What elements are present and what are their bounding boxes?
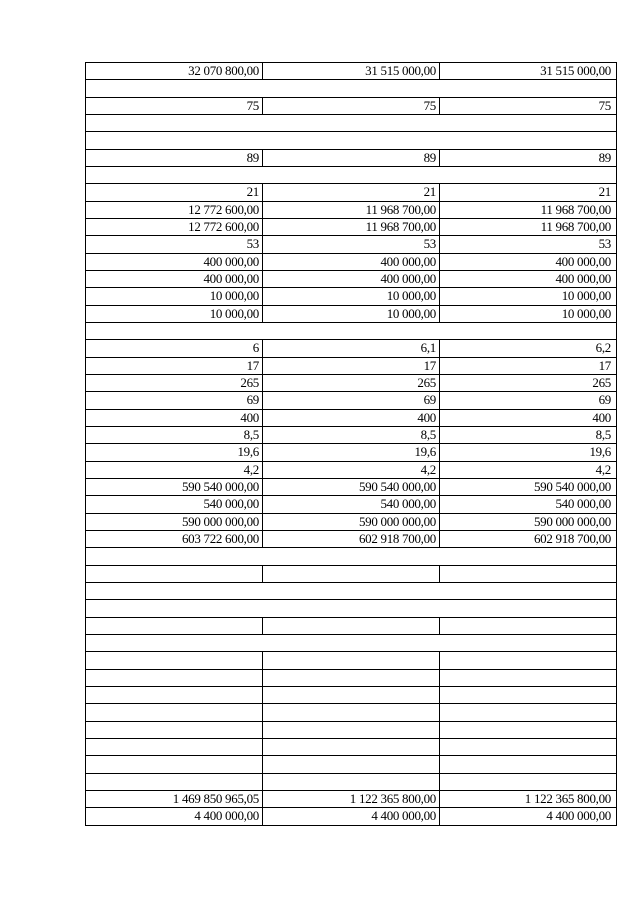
table-cell-col2 (262, 566, 439, 582)
table-cell-col1: 32 070 800,00 (188, 63, 259, 78)
table-cell-col2: 4 400 000,00 (262, 808, 439, 825)
table-row (86, 427, 616, 444)
table-cell-col3: 8,5 (439, 427, 614, 443)
table-row (86, 704, 616, 722)
table-cell-col1 (86, 756, 262, 773)
table-cell-col1 (86, 739, 262, 755)
table-row (86, 618, 616, 635)
table-cell-col1 (86, 774, 262, 790)
table-cell-col2: 69 (262, 392, 439, 409)
table-cell-col2: 89 (262, 150, 439, 166)
table-cell-col3: 19,6 (439, 444, 614, 461)
table-cell-col2: 19,6 (262, 444, 439, 461)
table-cell-col3: 400 000,00 (439, 254, 614, 270)
table-cell-col2 (262, 670, 439, 686)
table-cell-col2: 590 000 000,00 (262, 514, 439, 530)
table-row-blank (86, 635, 616, 652)
table-cell-blank (86, 635, 616, 651)
table-cell-col2: 10 000,00 (262, 306, 439, 322)
table-cell-col1: 8,5 (243, 427, 259, 442)
table-cell-col2: 11 968 700,00 (262, 202, 439, 218)
table-cell-col1: 4,2 (243, 462, 259, 477)
table-row (86, 392, 616, 410)
table-cell-col3: 6,2 (439, 340, 614, 357)
table-cell-col2: 8,5 (262, 427, 439, 443)
table-cell-col2: 75 (262, 98, 439, 114)
table-row (86, 358, 616, 375)
table-cell-col2: 21 (262, 184, 439, 201)
table-row-blank (86, 600, 616, 618)
table-cell-col1 (86, 670, 262, 686)
table-cell-col3 (439, 687, 614, 703)
table-cell-col3 (439, 739, 614, 755)
table-cell-col2: 17 (262, 358, 439, 374)
table-row (86, 566, 616, 583)
table-row (86, 98, 616, 115)
table-cell-col3 (439, 670, 614, 686)
table-cell-col3: 10 000,00 (439, 306, 614, 322)
table-cell-col1: 53 (246, 236, 259, 251)
table-cell-col1: 12 772 600,00 (188, 202, 259, 217)
table-cell-col3: 75 (439, 98, 614, 114)
table-cell-col2 (262, 774, 439, 790)
table-cell-col2: 265 (262, 375, 439, 391)
table-row-blank (86, 132, 616, 150)
table-cell-col1 (86, 566, 262, 582)
table-cell-col2: 1 122 365 800,00 (262, 791, 439, 807)
table-cell-col1: 10 000,00 (209, 288, 259, 303)
table-cell-blank (86, 115, 616, 131)
table-row-blank (86, 80, 616, 98)
table-cell-blank (86, 600, 616, 617)
table-row (86, 722, 616, 739)
table-cell-col3: 31 515 000,00 (439, 63, 614, 79)
table-cell-col3: 540 000,00 (439, 496, 614, 513)
table-row (86, 410, 616, 427)
table-cell-col2: 11 968 700,00 (262, 219, 439, 235)
table-cell-col3: 17 (439, 358, 614, 374)
table-cell-col1: 69 (246, 392, 259, 407)
table-cell-col1: 540 000,00 (203, 496, 259, 511)
budget-table (85, 62, 617, 826)
table-cell-col1: 10 000,00 (209, 306, 259, 321)
table-cell-col3 (439, 774, 614, 790)
table-row-blank (86, 548, 616, 566)
table-cell-col1: 89 (246, 150, 259, 165)
table-cell-col3: 265 (439, 375, 614, 391)
table-cell-col1: 603 722 600,00 (181, 531, 259, 546)
table-row (86, 306, 616, 323)
table-row (86, 687, 616, 704)
table-cell-col1: 590 000 000,00 (181, 514, 259, 529)
table-cell-col2: 400 000,00 (262, 271, 439, 287)
table-cell-col1: 265 (240, 375, 259, 390)
table-cell-col3: 10 000,00 (439, 288, 614, 305)
table-cell-col3: 11 968 700,00 (439, 202, 614, 218)
table-cell-col3: 21 (439, 184, 614, 201)
table-cell-col3: 4 400 000,00 (439, 808, 614, 825)
table-cell-col1 (86, 722, 262, 738)
table-row (86, 496, 616, 514)
table-row (86, 514, 616, 531)
table-cell-col3 (439, 566, 614, 582)
table-row (86, 756, 616, 774)
table-row (86, 652, 616, 670)
table-cell-col1: 4 400 000,00 (194, 808, 259, 823)
table-row (86, 150, 616, 167)
table-cell-col3 (439, 722, 614, 738)
table-cell-col2 (262, 722, 439, 738)
table-row (86, 254, 616, 271)
table-cell-col1: 21 (246, 184, 259, 199)
table-cell-col2: 6,1 (262, 340, 439, 357)
table-cell-col3: 11 968 700,00 (439, 219, 614, 235)
table-row (86, 670, 616, 687)
table-cell-blank (86, 323, 616, 339)
table-cell-col1: 590 540 000,00 (181, 479, 259, 494)
table-row (86, 288, 616, 306)
table-cell-col3: 89 (439, 150, 614, 166)
table-cell-col3: 590 540 000,00 (439, 479, 614, 495)
table-row (86, 739, 616, 756)
table-cell-col2 (262, 618, 439, 634)
table-row (86, 531, 616, 548)
table-cell-col1: 6 (252, 340, 259, 355)
table-cell-col1 (86, 687, 262, 703)
table-row-blank (86, 167, 616, 184)
table-cell-col2: 31 515 000,00 (262, 63, 439, 79)
table-cell-col1: 1 469 850 965,05 (172, 791, 259, 806)
table-row-blank (86, 115, 616, 132)
table-row (86, 791, 616, 808)
table-row (86, 444, 616, 462)
table-row (86, 202, 616, 219)
table-cell-col3: 69 (439, 392, 614, 409)
table-cell-blank (86, 548, 616, 565)
table-cell-col3 (439, 704, 614, 721)
table-cell-col2: 602 918 700,00 (262, 531, 439, 547)
table-cell-col2 (262, 704, 439, 721)
table-row (86, 375, 616, 392)
table-row-blank (86, 323, 616, 340)
table-cell-blank (86, 132, 616, 149)
table-cell-col2 (262, 687, 439, 703)
table-cell-col3: 53 (439, 236, 614, 253)
table-cell-col2: 4,2 (262, 462, 439, 478)
table-cell-col2 (262, 756, 439, 773)
table-cell-col2: 400 000,00 (262, 254, 439, 270)
table-row (86, 184, 616, 202)
table-row (86, 479, 616, 496)
table-row (86, 63, 616, 80)
table-cell-col3: 590 000 000,00 (439, 514, 614, 530)
table-cell-col3: 602 918 700,00 (439, 531, 614, 547)
table-cell-col3: 400 (439, 410, 614, 426)
table-cell-col2 (262, 739, 439, 755)
table-row (86, 808, 616, 826)
table-cell-col2: 540 000,00 (262, 496, 439, 513)
table-cell-col3 (439, 618, 614, 634)
table-cell-col1: 19,6 (237, 444, 259, 459)
table-cell-col3: 4,2 (439, 462, 614, 478)
table-row (86, 774, 616, 791)
table-row (86, 340, 616, 358)
table-row (86, 219, 616, 236)
table-row-blank (86, 583, 616, 600)
table-cell-blank (86, 80, 616, 97)
table-cell-col2: 53 (262, 236, 439, 253)
table-row (86, 462, 616, 479)
table-cell-col1: 75 (246, 98, 259, 113)
table-cell-col2: 400 (262, 410, 439, 426)
table-cell-col1: 400 000,00 (203, 254, 259, 269)
table-cell-col3: 400 000,00 (439, 271, 614, 287)
table-cell-col1 (86, 704, 262, 721)
table-row (86, 236, 616, 254)
table-cell-blank (86, 583, 616, 599)
table-cell-col2 (262, 652, 439, 669)
table-cell-col1 (86, 618, 262, 634)
table-cell-col1: 400 (240, 410, 259, 425)
table-cell-col1: 17 (246, 358, 259, 373)
table-cell-col1 (86, 652, 262, 669)
table-cell-col3 (439, 756, 614, 773)
table-cell-col2: 590 540 000,00 (262, 479, 439, 495)
table-row (86, 271, 616, 288)
table-cell-col3: 1 122 365 800,00 (439, 791, 614, 807)
table-cell-blank (86, 167, 616, 183)
table-cell-col3 (439, 652, 614, 669)
table-cell-col2: 10 000,00 (262, 288, 439, 305)
table-cell-col1: 12 772 600,00 (188, 219, 259, 234)
table-cell-col1: 400 000,00 (203, 271, 259, 286)
